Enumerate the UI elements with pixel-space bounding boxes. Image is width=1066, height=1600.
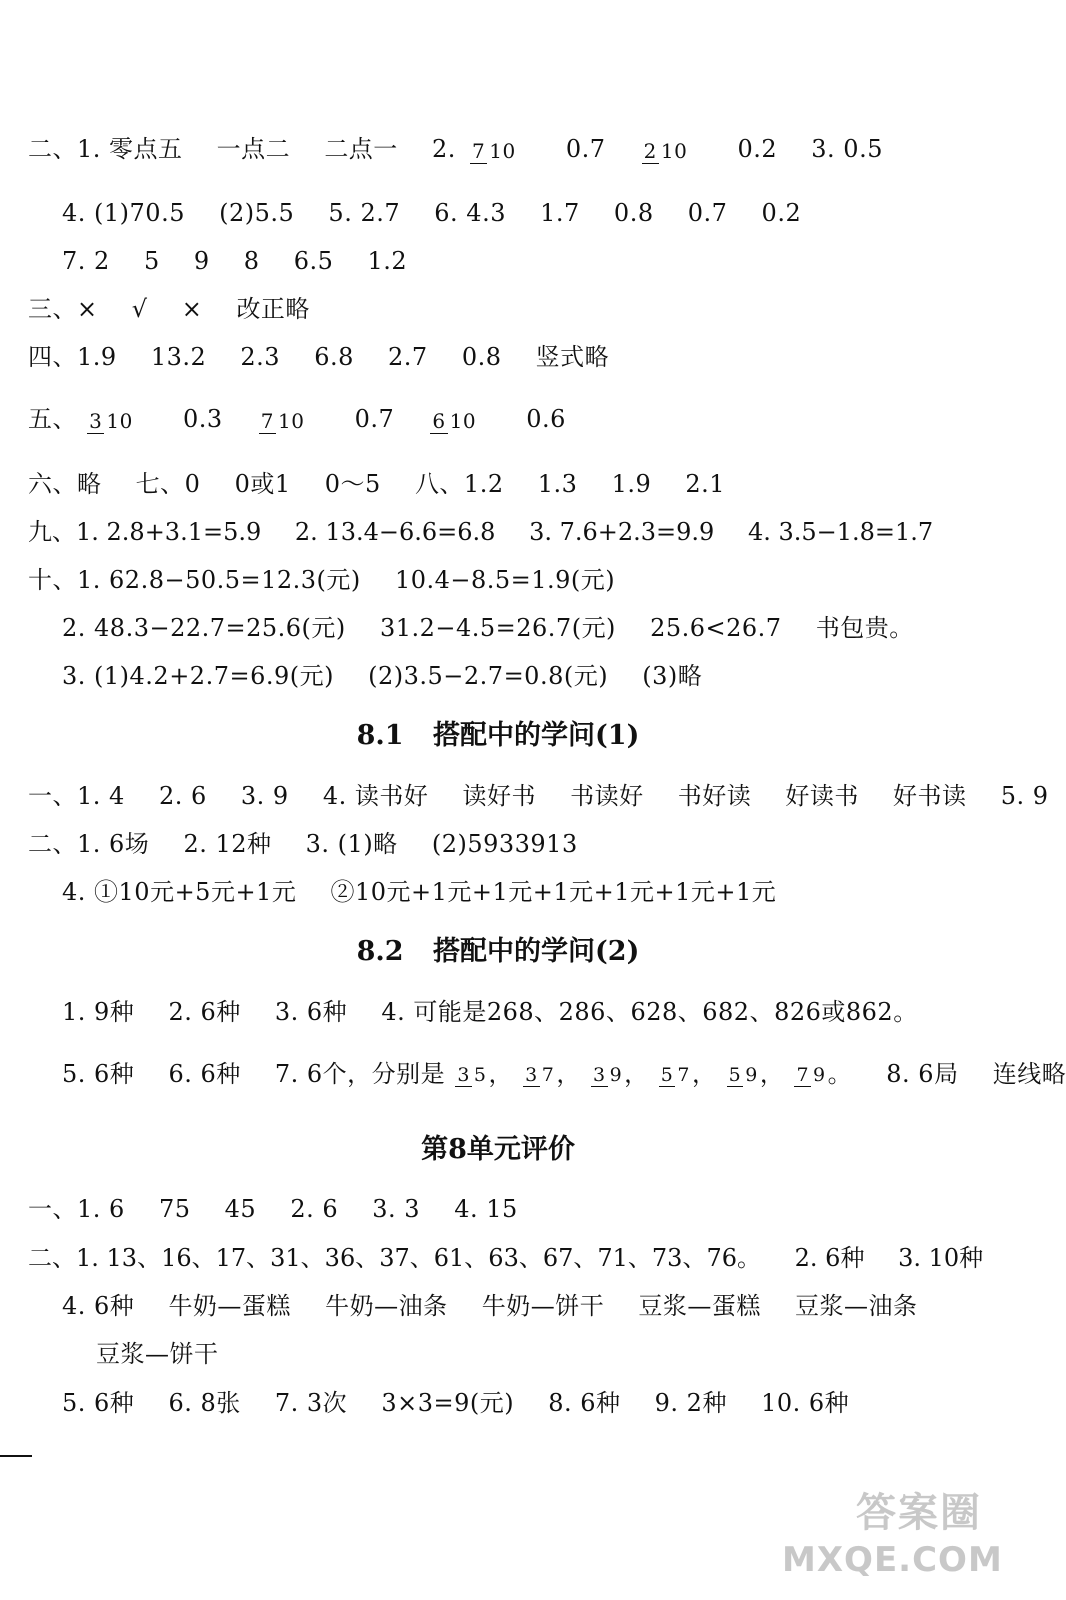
answer-item: 3. (1)略 <box>305 830 398 858</box>
answer-item: 2. 6种 <box>794 1244 865 1272</box>
answer-item: (2)3.5−2.7=0.8(元) <box>368 662 609 690</box>
section-heading <box>0 935 996 969</box>
answer-item: 三、× <box>28 295 98 323</box>
answer-item: 3. 0.5 <box>811 135 883 163</box>
fraction <box>470 140 518 162</box>
answer-item: 0.3 <box>182 405 223 433</box>
answer-item: 一、1. 4 <box>28 782 125 810</box>
answer-item: 7. 6个，分别是 <box>274 1060 446 1088</box>
answer-item: 6. 8张 <box>168 1389 241 1417</box>
fraction <box>794 1065 827 1086</box>
page-rule <box>0 1455 32 1457</box>
answer-item: 2. 48.3−22.7=25.6(元) <box>62 614 346 642</box>
answer-item: 0.7 <box>565 135 606 163</box>
answer-line <box>62 661 702 691</box>
fraction <box>659 1065 692 1086</box>
answer-line <box>62 1291 918 1321</box>
fraction-numerator: 3 <box>89 408 103 433</box>
answer-item: 豆浆—蛋糕 <box>638 1292 761 1320</box>
answer-item: 5. 6种 <box>62 1060 135 1088</box>
answer-item: 0.8 <box>613 199 654 227</box>
answer-item: 牛奶—油条 <box>325 1292 448 1320</box>
answer-item: 二点一 <box>324 135 398 163</box>
answer-item: 五、 <box>28 405 77 433</box>
answer-item: √ <box>131 295 148 323</box>
answer-item: (2)5933913 <box>431 830 578 858</box>
fraction-numerator: 5 <box>660 1064 674 1086</box>
answer-item: 2.3 <box>240 343 281 371</box>
fraction-numerator: 2 <box>643 138 657 163</box>
separator: 。 <box>827 1060 853 1088</box>
answer-item: 13.2 <box>150 343 207 371</box>
watermark <box>782 1488 1003 1593</box>
answer-item: 0～5 <box>324 470 381 498</box>
watermark-logo-text: 答案圈 <box>856 1490 982 1536</box>
answer-item: 书好读 <box>677 782 752 810</box>
separator: ， <box>556 1060 581 1088</box>
fraction <box>259 410 307 432</box>
answer-item: 0.7 <box>354 405 395 433</box>
fraction-numerator: 7 <box>796 1064 810 1086</box>
answer-item: 八、1.2 <box>414 470 504 498</box>
fraction-denominator: 10 <box>449 408 477 433</box>
answer-item: × <box>181 295 203 323</box>
answer-line <box>28 469 725 499</box>
fraction-numerator: 3 <box>592 1064 606 1086</box>
answer-item: 10.4−8.5=1.9(元) <box>394 566 616 594</box>
answer-item: 7. 2 <box>62 247 110 275</box>
answer-item: 二、1. 6场 <box>28 830 150 858</box>
answer-item: 2. 6 <box>290 1195 339 1223</box>
answer-item: 3. (1)4.2+2.7=6.9(元) <box>62 662 334 690</box>
answer-line <box>62 198 801 228</box>
fraction-numerator: 7 <box>472 138 486 163</box>
separator: ， <box>488 1060 513 1088</box>
section-heading <box>0 1133 996 1167</box>
answer-item: 1.9 <box>611 470 652 498</box>
answer-item: 0.8 <box>461 343 502 371</box>
answer-item: 6.5 <box>293 247 334 275</box>
answer-item: 书读好 <box>570 782 644 810</box>
answer-item: 0.6 <box>526 405 566 433</box>
separator: ， <box>624 1060 649 1088</box>
answer-line <box>28 1243 983 1273</box>
fraction <box>642 140 690 162</box>
answer-line <box>96 1339 219 1369</box>
answer-item: 6.8 <box>314 343 354 371</box>
answer-item: 豆浆—饼干 <box>96 1340 219 1368</box>
watermark-url: MXQE.COM <box>782 1540 1003 1580</box>
answer-line <box>28 1194 518 1224</box>
answer-line <box>62 246 407 276</box>
answer-item: 1.7 <box>540 199 580 227</box>
answer-item: 六、略 <box>28 470 102 498</box>
answer-item: 25.6<26.7 <box>650 614 782 642</box>
fraction-denominator: 10 <box>489 138 516 163</box>
section-number: 8.2 <box>356 936 404 967</box>
answer-item: 3. 7.6+2.3=9.9 <box>529 518 715 546</box>
answer-item: 9. 2种 <box>654 1389 727 1417</box>
answer-item: 2.1 <box>685 470 726 498</box>
answer-item: 牛奶—饼干 <box>481 1292 605 1320</box>
fraction-numerator: 7 <box>260 408 275 433</box>
answer-item: 4. 3.5−1.8=1.7 <box>747 518 934 546</box>
answer-item: 2. <box>431 135 456 163</box>
answer-item: 竖式略 <box>535 343 610 371</box>
answer-item: 连线略 <box>992 1060 1066 1088</box>
answer-item: 一、1. 6 <box>28 1195 125 1223</box>
answer-item: 10. 6种 <box>761 1389 850 1417</box>
answer-item: 6. 4.3 <box>434 199 506 227</box>
answer-item: 二、1. 零点五 <box>28 135 183 163</box>
section-title: 搭配中的学问(1) <box>433 720 640 751</box>
fraction-numerator: 6 <box>432 408 446 433</box>
answer-item: 4. 可能是268、286、628、682、826或862。 <box>381 998 918 1026</box>
answer-item: 8. 6局 <box>886 1060 959 1088</box>
section-number: 8.1 <box>356 720 404 751</box>
answer-item: 4. (1)70.5 <box>62 199 185 227</box>
fraction <box>455 1065 488 1086</box>
answer-item: 5. 6种 <box>62 1389 135 1417</box>
fraction-denominator: 10 <box>660 138 688 163</box>
fraction-denominator: 10 <box>106 408 133 433</box>
section-title: 第8单元评价 <box>421 1134 575 1165</box>
answer-item: 好书读 <box>893 782 967 810</box>
answer-item: 3×3=9(元) <box>381 1389 515 1417</box>
answer-line <box>28 517 933 547</box>
answer-line <box>28 781 1048 811</box>
fraction-denominator: 5 <box>473 1064 487 1086</box>
answer-item: 9 <box>193 247 210 275</box>
answer-item: 5 <box>143 247 160 275</box>
answer-item: 0.7 <box>687 199 728 227</box>
separator: ， <box>691 1060 717 1088</box>
answer-item: 3. 9 <box>240 782 289 810</box>
fraction-numerator: 5 <box>728 1064 742 1086</box>
answer-item: 2. 12种 <box>183 830 272 858</box>
fraction <box>727 1065 760 1086</box>
answer-item: (3)略 <box>642 662 703 690</box>
answer-line <box>62 877 776 907</box>
answer-item: (2)5.5 <box>219 199 295 227</box>
answer-line <box>28 829 578 859</box>
fraction <box>87 410 135 432</box>
answer-item: 7. 3次 <box>274 1389 348 1417</box>
answer-item: 0.2 <box>737 135 778 163</box>
answer-item: 75 <box>158 1195 191 1223</box>
answer-item: 九、1. 2.8+3.1=5.9 <box>28 518 262 546</box>
answer-item: 4. 15 <box>454 1195 518 1223</box>
fraction-denominator: 7 <box>541 1064 555 1086</box>
answer-item: 8 <box>243 247 260 275</box>
answer-item: 4. ①10元+5元+1元 <box>62 878 297 906</box>
answer-item: 45 <box>224 1195 257 1223</box>
answer-line <box>28 294 310 324</box>
answer-item: 读好书 <box>462 782 536 810</box>
fraction-denominator: 9 <box>609 1064 623 1086</box>
answer-item: 豆浆—油条 <box>795 1292 918 1320</box>
fraction-numerator: 3 <box>525 1064 538 1086</box>
answer-item: 3. 10种 <box>898 1244 984 1272</box>
answer-item: 8. 6种 <box>548 1389 621 1417</box>
answer-item: 2. 13.4−6.6=6.8 <box>294 518 496 546</box>
answer-line <box>28 404 566 434</box>
answer-item: 1.3 <box>537 470 578 498</box>
fraction <box>430 410 478 432</box>
answer-item: 6. 6种 <box>168 1060 241 1088</box>
answer-item: 1.2 <box>367 247 408 275</box>
fraction-denominator: 9 <box>745 1064 758 1086</box>
answer-item: 4. 读书好 <box>322 782 429 810</box>
answer-item: 牛奶—蛋糕 <box>168 1292 291 1320</box>
answer-item: 2.7 <box>388 343 428 371</box>
answer-item: 0或1 <box>234 470 291 498</box>
answer-item: 31.2−4.5=26.7(元) <box>379 614 616 642</box>
answer-item: 2. 6 <box>158 782 207 810</box>
fraction <box>523 1065 556 1086</box>
answer-item: 1. 9种 <box>62 998 135 1026</box>
answer-line <box>62 613 914 643</box>
fraction <box>591 1065 624 1086</box>
answer-line <box>28 134 883 164</box>
answer-item: 好读书 <box>785 782 859 810</box>
answer-item: 4. 6种 <box>62 1292 135 1320</box>
answer-item: 0.2 <box>761 199 802 227</box>
fraction-denominator: 9 <box>813 1064 826 1086</box>
answer-item: 一点二 <box>216 135 291 163</box>
answer-item: 二、1. 13、16、17、31、36、37、61、63、67、71、73、76。 <box>28 1244 761 1272</box>
answer-line <box>28 565 615 595</box>
answer-item: 改正略 <box>236 295 310 323</box>
answer-item: 四、1.9 <box>28 343 117 371</box>
answer-line <box>62 1059 1066 1089</box>
answer-item: 十、1. 62.8−50.5=12.3(元) <box>28 566 361 594</box>
fraction-denominator: 10 <box>278 408 305 433</box>
answer-item: ②10元+1元+1元+1元+1元+1元+1元 <box>330 878 777 906</box>
section-heading <box>0 719 996 753</box>
answer-item: 2. 6种 <box>168 998 241 1026</box>
answer-item: 5. 9 <box>1000 782 1049 810</box>
answer-item: 5. 2.7 <box>328 199 401 227</box>
answer-item: 书包贵。 <box>815 614 914 642</box>
fraction-numerator: 3 <box>457 1064 470 1086</box>
answer-line <box>62 1388 849 1418</box>
answer-line <box>28 342 609 372</box>
answer-item: 七、0 <box>135 470 201 498</box>
answer-item: 3. 3 <box>372 1195 421 1223</box>
answer-item: 3. 6种 <box>274 998 348 1026</box>
section-title: 搭配中的学问(2) <box>433 936 640 967</box>
answer-line <box>62 997 918 1027</box>
fraction-denominator: 7 <box>677 1064 690 1086</box>
separator: ， <box>759 1060 785 1088</box>
